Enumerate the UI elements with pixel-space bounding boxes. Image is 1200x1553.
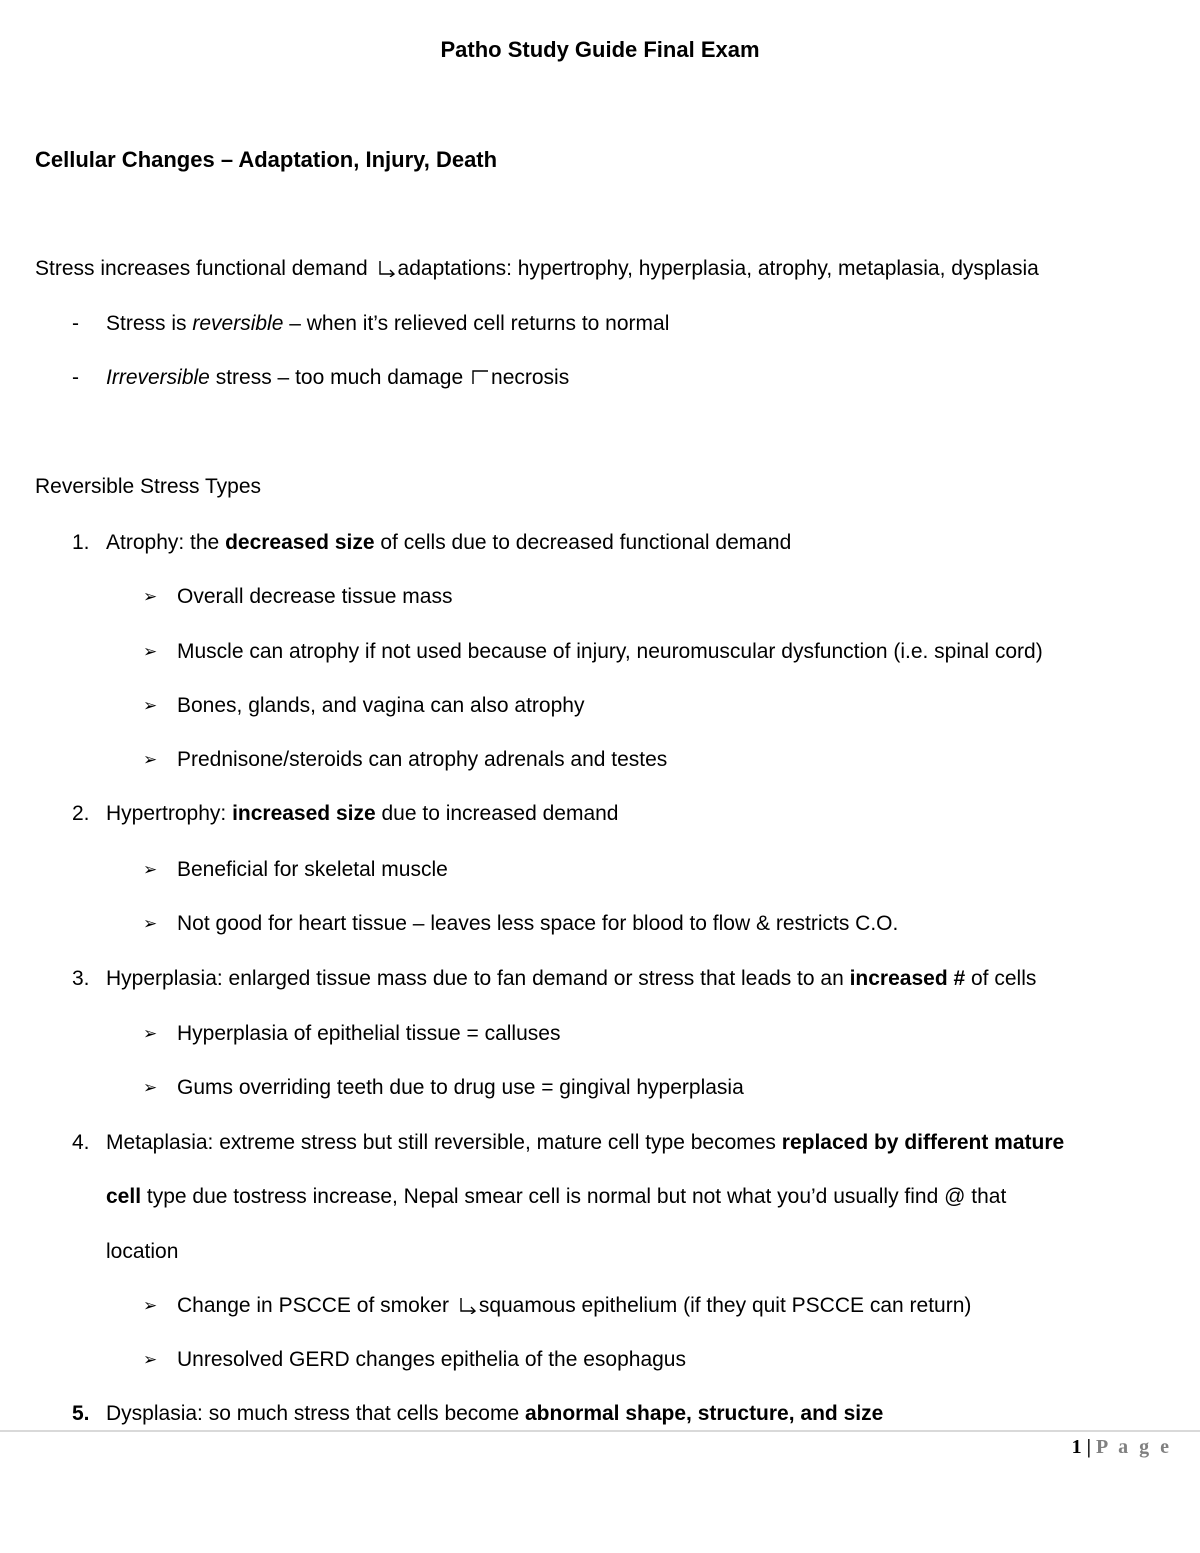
page-number: 1 xyxy=(1071,1436,1082,1458)
reversible-prefix: Stress is xyxy=(106,312,193,335)
irreversible-text: stress – too much damage xyxy=(209,366,464,389)
list-number: 4. xyxy=(72,1131,90,1154)
list-number: 3. xyxy=(72,967,90,990)
arrow-bullet-icon: ➢ xyxy=(143,587,158,607)
page-footer xyxy=(1072,1437,1172,1457)
item-text: Dysplasia: so much stress that cells become xyxy=(106,1402,525,1425)
intro-line xyxy=(35,258,1039,279)
reversible-suffix: – when it’s relieved cell returns to normal xyxy=(283,312,670,335)
list-item xyxy=(106,803,619,824)
list-item xyxy=(106,1403,883,1424)
arrow-bullet-icon: ➢ xyxy=(143,1296,158,1316)
item-text: squamous epithelium (if they quit PSCCE can return) xyxy=(478,1294,972,1317)
intro-adaptations: adaptations: hypertrophy, hyperplasia, atrophy, metaplasia, dysplasia xyxy=(397,257,1039,280)
footer-divider xyxy=(0,1430,1200,1432)
list-number: 5. xyxy=(72,1402,90,1425)
dash-marker: - xyxy=(72,312,79,335)
right-arrow-icon xyxy=(374,259,398,277)
sub-bullet xyxy=(177,1295,971,1316)
reversible-term: reversible xyxy=(192,312,284,335)
item-bold-text: replaced by different mature xyxy=(781,1131,1065,1154)
right-arrow-icon xyxy=(455,1296,479,1314)
sub-bullet: Hyperplasia of epithelial tissue = calluses xyxy=(177,1022,561,1045)
item-text: due to increased demand xyxy=(375,802,619,825)
arrow-bullet-icon: ➢ xyxy=(143,1078,158,1098)
sub-bullet: Unresolved GERD changes epithelia of the esophagus xyxy=(177,1348,686,1371)
item-bold-text: increased size xyxy=(232,802,376,825)
item-text: Change in PSCCE of smoker xyxy=(177,1294,449,1317)
subheading: Reversible Stress Types xyxy=(35,475,262,498)
list-item-continuation xyxy=(106,1186,1006,1207)
list-item xyxy=(106,532,791,553)
arrow-bullet-icon: ➢ xyxy=(143,750,158,770)
reversible-line xyxy=(106,313,669,334)
irreversible-term: Irreversible xyxy=(106,366,210,389)
arrow-bullet-icon: ➢ xyxy=(143,642,158,662)
dash-marker: - xyxy=(72,366,79,389)
item-text: of cells xyxy=(965,967,1037,990)
page-label: P a g e xyxy=(1096,1436,1172,1458)
item-text: of cells due to decreased functional demand xyxy=(374,531,792,554)
irreversible-line xyxy=(106,367,569,388)
item-text: Hypertrophy: xyxy=(106,802,233,825)
arrow-bullet-icon: ➢ xyxy=(143,1024,158,1044)
sub-bullet: Bones, glands, and vagina can also atrophy xyxy=(177,694,585,717)
list-item xyxy=(106,968,1036,989)
item-bold-text: cell xyxy=(106,1185,142,1208)
section-heading: Cellular Changes – Adaptation, Injury, Death xyxy=(35,147,498,172)
list-item-continuation: location xyxy=(106,1240,179,1263)
item-bold-text: increased # xyxy=(849,967,966,990)
item-bold-text: abnormal shape, structure, and size xyxy=(525,1402,884,1425)
item-text: Atrophy: the xyxy=(106,531,226,554)
right-arrow-icon xyxy=(469,368,491,386)
list-item xyxy=(106,1132,1064,1153)
sub-bullet: Muscle can atrophy if not used because of injury, neuromuscular dysfunction (i.e. spinal cord) xyxy=(177,640,1043,663)
footer-separator: | xyxy=(1086,1436,1091,1458)
list-number: 1. xyxy=(72,531,90,554)
list-number: 2. xyxy=(72,802,90,825)
sub-bullet: Gums overriding teeth due to drug use = gingival hyperplasia xyxy=(177,1076,744,1099)
item-text: Hyperplasia: enlarged tissue mass due to fan demand or stress that leads to an xyxy=(106,967,850,990)
necrosis-text: necrosis xyxy=(491,366,570,389)
sub-bullet: Not good for heart tissue – leaves less space for blood to flow & restricts C.O. xyxy=(177,912,899,935)
sub-bullet: Prednisone/steroids can atrophy adrenals and testes xyxy=(177,748,668,771)
item-text: type due tostress increase, Nepal smear cell is normal but not what you’d usually find @ that xyxy=(141,1185,1007,1208)
intro-text: Stress increases functional demand xyxy=(35,257,368,280)
arrow-bullet-icon: ➢ xyxy=(143,914,158,934)
arrow-bullet-icon: ➢ xyxy=(143,1350,158,1370)
item-bold-text: decreased size xyxy=(225,531,375,554)
arrow-bullet-icon: ➢ xyxy=(143,696,158,716)
sub-bullet: Beneficial for skeletal muscle xyxy=(177,858,448,881)
arrow-bullet-icon: ➢ xyxy=(143,860,158,880)
document-title: Patho Study Guide Final Exam xyxy=(440,37,760,62)
sub-bullet: Overall decrease tissue mass xyxy=(177,585,453,608)
item-text: Metaplasia: extreme stress but still reversible, mature cell type becomes xyxy=(106,1131,782,1154)
